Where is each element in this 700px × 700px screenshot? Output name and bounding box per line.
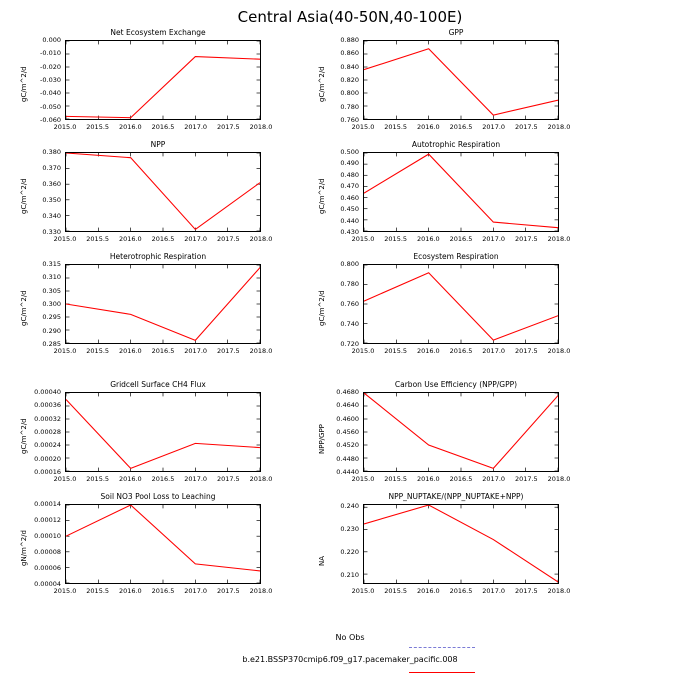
x-tick-label: 2018.0	[547, 347, 571, 355]
y-tick-label: 0.4520	[336, 441, 359, 450]
x-tick-label: 2016.5	[151, 587, 175, 595]
x-tick-label: 2017.5	[216, 123, 240, 131]
chart-title: GPP	[448, 28, 464, 37]
y-tick-label: 0.500	[340, 148, 359, 156]
y-tick-label: 0.370	[42, 164, 61, 172]
y-tick-label: 0.460	[340, 193, 359, 202]
x-tick-label: 2016.5	[449, 123, 473, 131]
y-tick-label: 0.4640	[336, 401, 359, 410]
chart-title: NPP_NUPTAKE/(NPP_NUPTAKE+NPP)	[388, 492, 524, 501]
chart-panel	[8, 140, 308, 258]
y-tick-label: 0.480	[340, 170, 359, 179]
x-tick-label: 2016.0	[416, 587, 440, 595]
y-tick-label: 0.305	[42, 286, 61, 295]
y-tick-label: 0.210	[340, 570, 359, 579]
x-tick-label: 2017.0	[482, 123, 506, 131]
chart-title: Heterotrophic Respiration	[109, 252, 207, 261]
x-tick-label: 2017.5	[514, 587, 538, 595]
x-tick-label: 2016.0	[118, 123, 142, 131]
x-tick-label: 2017.0	[482, 235, 506, 243]
chart-panel	[8, 492, 308, 610]
y-tick-label: 0.4560	[336, 428, 359, 436]
y-axis-label: gC/m^2/d	[318, 178, 326, 214]
x-tick-label: 2015.0	[351, 347, 375, 355]
y-axis-label: gN/m^2/d	[20, 530, 28, 566]
y-tick-label: -0.020	[40, 62, 61, 71]
x-tick-label: 2015.5	[86, 235, 110, 243]
y-tick-label: 0.820	[340, 76, 359, 84]
y-tick-label: 0.720	[340, 340, 359, 348]
y-tick-label: 0.4600	[336, 414, 359, 423]
x-tick-label: 2018.0	[547, 587, 571, 595]
x-tick-label: 2017.0	[482, 475, 506, 483]
y-tick-label: 0.00008	[34, 548, 61, 556]
y-axis-label: NA	[318, 555, 326, 566]
x-tick-label: 2015.5	[86, 475, 110, 483]
y-tick-label: 0.450	[340, 205, 359, 214]
chart-panel	[306, 28, 606, 146]
x-tick-label: 2016.5	[449, 235, 473, 243]
y-tick-label: 0.780	[340, 102, 359, 111]
y-axis-label: gC/m^2/d	[318, 290, 326, 326]
chart-title: Gridcell Surface CH4 Flux	[110, 380, 206, 389]
y-tick-label: 0.4480	[336, 454, 359, 463]
y-axis-label: gC/m^2/d	[20, 178, 28, 214]
y-tick-label: 0.760	[340, 116, 359, 124]
y-tick-label: 0.760	[340, 300, 359, 308]
x-tick-label: 2015.0	[53, 235, 77, 243]
x-tick-label: 2016.5	[151, 347, 175, 355]
plot-area	[65, 264, 261, 344]
x-tick-label: 2018.0	[249, 235, 273, 243]
x-tick-label: 2015.0	[351, 123, 375, 131]
x-tick-label: 2015.5	[384, 235, 408, 243]
x-tick-label: 2016.5	[449, 475, 473, 483]
plot-area	[65, 392, 261, 472]
y-tick-label: 0.00020	[34, 454, 61, 463]
page-title: Central Asia(40-50N,40-100E)	[237, 8, 463, 26]
x-tick-label: 2015.0	[53, 475, 77, 483]
x-tick-label: 2016.0	[118, 235, 142, 243]
legend-no-obs-line	[409, 647, 475, 648]
y-tick-label: 0.000	[42, 36, 61, 44]
y-tick-label: 0.4680	[336, 388, 359, 396]
y-tick-label: 0.00012	[34, 516, 61, 524]
x-tick-label: 2018.0	[249, 347, 273, 355]
y-tick-label: 0.290	[42, 326, 61, 335]
x-tick-label: 2016.0	[416, 123, 440, 131]
chart-panel	[8, 28, 308, 146]
y-tick-label: 0.800	[340, 89, 359, 98]
chart-title: Ecosystem Respiration	[413, 252, 499, 261]
y-tick-label: 0.4440	[336, 468, 359, 476]
y-tick-label: 0.470	[340, 182, 359, 191]
y-tick-label: 0.330	[42, 228, 61, 236]
x-tick-label: 2017.5	[514, 123, 538, 131]
y-tick-label: 0.00040	[34, 388, 61, 396]
x-tick-label: 2018.0	[547, 475, 571, 483]
x-tick-label: 2015.5	[86, 587, 110, 595]
x-tick-label: 2015.0	[351, 235, 375, 243]
x-tick-label: 2015.0	[53, 123, 77, 131]
x-tick-label: 2015.0	[351, 475, 375, 483]
y-tick-label: 0.00010	[34, 532, 61, 540]
y-tick-label: 0.860	[340, 49, 359, 58]
plot-area	[363, 392, 559, 472]
y-tick-label: 0.780	[340, 280, 359, 288]
x-tick-label: 2015.0	[53, 587, 77, 595]
y-tick-label: 0.00016	[34, 468, 61, 476]
x-tick-label: 2017.0	[482, 587, 506, 595]
chart-title: Autotrophic Respiration	[411, 140, 501, 149]
x-tick-label: 2016.0	[118, 587, 142, 595]
y-tick-label: 0.430	[340, 228, 359, 236]
y-axis-label: gC/m^2/d	[20, 290, 28, 326]
x-tick-label: 2016.0	[118, 475, 142, 483]
y-tick-label: 0.300	[42, 300, 61, 308]
y-tick-label: 0.285	[42, 340, 61, 348]
chart-title: NPP	[150, 140, 166, 149]
x-tick-label: 2018.0	[249, 123, 273, 131]
x-tick-label: 2015.5	[86, 123, 110, 131]
y-tick-label: 0.840	[340, 62, 359, 71]
chart-panel	[306, 492, 606, 610]
y-tick-label: 0.00032	[34, 414, 61, 423]
chart-panel	[8, 252, 308, 370]
y-tick-label: 0.880	[340, 36, 359, 44]
chart-title: Net Ecosystem Exchange	[110, 28, 206, 37]
x-tick-label: 2016.0	[118, 347, 142, 355]
y-tick-label: -0.050	[40, 102, 61, 111]
x-tick-label: 2015.5	[384, 475, 408, 483]
chart-panel	[306, 380, 606, 498]
y-axis-label: gC/m^2/d	[20, 66, 28, 102]
x-tick-label: 2017.0	[184, 123, 208, 131]
x-tick-label: 2017.0	[184, 587, 208, 595]
plot-area	[363, 504, 559, 584]
y-tick-label: 0.490	[340, 159, 359, 168]
y-tick-label: 0.360	[42, 180, 61, 188]
x-tick-label: 2015.5	[384, 587, 408, 595]
x-tick-label: 2015.5	[384, 347, 408, 355]
y-tick-label: 0.295	[42, 313, 61, 322]
y-tick-label: 0.220	[340, 548, 359, 556]
x-tick-label: 2017.5	[216, 347, 240, 355]
y-tick-label: 0.800	[340, 260, 359, 268]
y-tick-label: 0.440	[340, 216, 359, 225]
y-tick-label: 0.00014	[34, 500, 61, 508]
y-tick-label: 0.00006	[34, 564, 61, 572]
x-tick-label: 2018.0	[249, 475, 273, 483]
y-axis-label: gC/m^2/d	[20, 418, 28, 454]
plot-area	[65, 40, 261, 120]
x-tick-label: 2016.5	[151, 123, 175, 131]
x-tick-label: 2016.5	[449, 347, 473, 355]
chart-title: Soil NO3 Pool Loss to Leaching	[100, 492, 216, 501]
x-tick-label: 2017.5	[514, 235, 538, 243]
y-tick-label: 0.350	[42, 196, 61, 204]
y-tick-label: 0.00004	[34, 580, 61, 588]
x-tick-label: 2016.5	[151, 475, 175, 483]
chart-title: Carbon Use Efficiency (NPP/GPP)	[394, 380, 518, 389]
plot-area	[363, 264, 559, 344]
plot-area	[363, 152, 559, 232]
x-tick-label: 2017.5	[514, 475, 538, 483]
y-tick-label: 0.00024	[34, 441, 61, 450]
x-tick-label: 2016.5	[151, 235, 175, 243]
x-tick-label: 2017.5	[216, 587, 240, 595]
legend-no-obs-label: No Obs	[335, 633, 365, 642]
x-tick-label: 2015.0	[53, 347, 77, 355]
legend-case-line	[409, 672, 475, 673]
x-tick-label: 2017.5	[514, 347, 538, 355]
y-tick-label: 0.00028	[34, 428, 61, 436]
y-tick-label: 0.315	[42, 260, 61, 268]
chart-panel	[8, 380, 308, 498]
y-tick-label: 0.740	[340, 320, 359, 328]
x-tick-label: 2016.0	[416, 475, 440, 483]
x-tick-label: 2018.0	[547, 235, 571, 243]
x-tick-label: 2017.5	[216, 235, 240, 243]
x-tick-label: 2017.0	[184, 347, 208, 355]
y-axis-label: NPP/GPP	[318, 424, 326, 454]
x-tick-label: 2018.0	[249, 587, 273, 595]
x-tick-label: 2015.5	[384, 123, 408, 131]
plot-area	[363, 40, 559, 120]
y-tick-label: 0.340	[42, 212, 61, 220]
x-tick-label: 2017.0	[482, 347, 506, 355]
x-tick-label: 2017.0	[184, 475, 208, 483]
plot-area	[65, 504, 261, 584]
y-tick-label: 0.230	[340, 525, 359, 534]
x-tick-label: 2017.5	[216, 475, 240, 483]
y-tick-label: -0.040	[40, 89, 61, 98]
y-tick-label: 0.00036	[34, 401, 61, 410]
chart-panel	[306, 252, 606, 370]
y-tick-label: 0.310	[42, 273, 61, 282]
x-tick-label: 2017.0	[184, 235, 208, 243]
x-tick-label: 2016.5	[449, 587, 473, 595]
y-tick-label: 0.240	[340, 502, 359, 511]
x-tick-label: 2015.5	[86, 347, 110, 355]
y-tick-label: -0.010	[40, 49, 61, 58]
y-tick-label: -0.060	[40, 116, 61, 124]
x-tick-label: 2016.0	[416, 347, 440, 355]
x-tick-label: 2016.0	[416, 235, 440, 243]
x-tick-label: 2018.0	[547, 123, 571, 131]
legend-case-label: b.e21.BSSP370cmip6.f09_g17.pacemaker_pacific.008	[242, 655, 458, 664]
y-tick-label: -0.030	[40, 76, 61, 84]
x-tick-label: 2015.0	[351, 587, 375, 595]
plot-area	[65, 152, 261, 232]
chart-panel	[306, 140, 606, 258]
y-axis-label: gC/m^2/d	[318, 66, 326, 102]
y-tick-label: 0.380	[42, 148, 61, 156]
